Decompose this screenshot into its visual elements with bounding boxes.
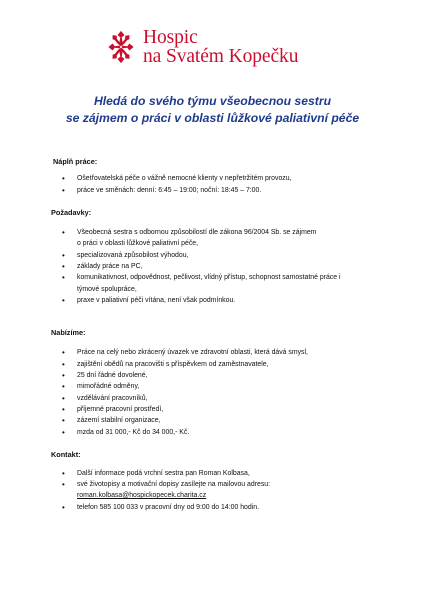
headline-line-2: se zájmem o práci v oblasti lůžkové paliativní péče: [65, 110, 360, 125]
bullet-icon: •: [62, 382, 65, 391]
list-item: telefon 585 100 033 v pracovní dny od 9:00 do 14:00 hodin.: [77, 504, 259, 511]
list-item: práce ve směnách: denní: 6:45 – 19:00; noční: 18:45 – 7:00.: [77, 187, 262, 194]
job-headline: [0, 93, 425, 126]
list-item: základy práce na PC,: [77, 263, 143, 270]
bullet-icon: •: [62, 186, 65, 195]
charita-cross-icon: [107, 29, 135, 65]
bullet-icon: •: [62, 469, 65, 478]
list-item: příjemné pracovní prostředí,: [77, 406, 164, 413]
bullet-icon: •: [62, 273, 65, 282]
logo-line-1: Hospic: [143, 27, 198, 48]
bullet-icon: •: [62, 228, 65, 237]
logo-line-2: na Svatém Kopečku: [143, 46, 299, 67]
list-item: Všeobecná sestra s odbornou způsobilostí dle zákona 96/2004 Sb. se zájmem: [77, 229, 317, 236]
bullet-icon: •: [62, 394, 65, 403]
bullet-icon: •: [62, 360, 65, 369]
bullet-icon: •: [62, 503, 65, 512]
list-item: mimořádné odměny,: [77, 383, 140, 390]
section-title-napln: Náplň práce:: [53, 157, 98, 166]
list-item: své životopisy a motivační dopisy zasílejte na mailovou adresu:: [77, 481, 271, 488]
bullet-icon: •: [62, 428, 65, 437]
list-item: Další informace podá vrchní sestra pan Roman Kolbasa,: [77, 470, 250, 477]
bullet-icon: •: [62, 174, 65, 183]
list-item: zázemí stabilní organizace,: [77, 417, 161, 424]
bullet-icon: •: [62, 251, 65, 260]
list-item: specializovaná způsobilost výhodou,: [77, 252, 189, 259]
bullet-icon: •: [62, 262, 65, 271]
hospic-logo: [107, 28, 298, 66]
bullet-icon: •: [62, 348, 65, 357]
list-item: vzdělávání pracovníků,: [77, 395, 148, 402]
section-title-kontakt: Kontakt:: [51, 450, 81, 459]
list-item: 25 dní řádné dovolené,: [77, 372, 148, 379]
bullet-icon: •: [62, 371, 65, 380]
list-item: praxe v paliativní péči vítána, není však podmínkou.: [77, 297, 236, 304]
list-item: týmové spolupráce,: [77, 286, 137, 293]
list-item: zajištění obědů na pracovišti s příspěvkem od zaměstnavatele,: [77, 361, 269, 368]
list-item: mzda od 31 000,- Kč do 34 000,- Kč.: [77, 429, 190, 436]
headline-line-1: Hledá do svého týmu všeobecnou sestru: [93, 94, 332, 108]
section-title-nabizime: Nabízíme:: [51, 328, 86, 337]
logo-wordmark: [143, 28, 298, 66]
list-item: Ošetřovatelská péče o vážně nemocné klienty v nepřetržitém provozu,: [77, 175, 292, 182]
list-item: Práce na celý nebo zkrácený úvazek ve zdravotní oblasti, která dává smysl,: [77, 349, 308, 356]
bullet-icon: •: [62, 480, 65, 489]
bullet-icon: •: [62, 296, 65, 305]
bullet-icon: •: [62, 416, 65, 425]
contact-email-link[interactable]: roman.kolbasa@hospickopecek.charita.cz: [77, 492, 207, 499]
list-item: o práci v oblasti lůžkové paliativní péče,: [77, 240, 199, 247]
list-item: komunikativnost, odpovědnost, pečlivost, vlídný přístup, schopnost samostatné práce i: [77, 274, 341, 281]
section-title-pozadavky: Požadavky:: [51, 208, 92, 217]
bullet-icon: •: [62, 405, 65, 414]
